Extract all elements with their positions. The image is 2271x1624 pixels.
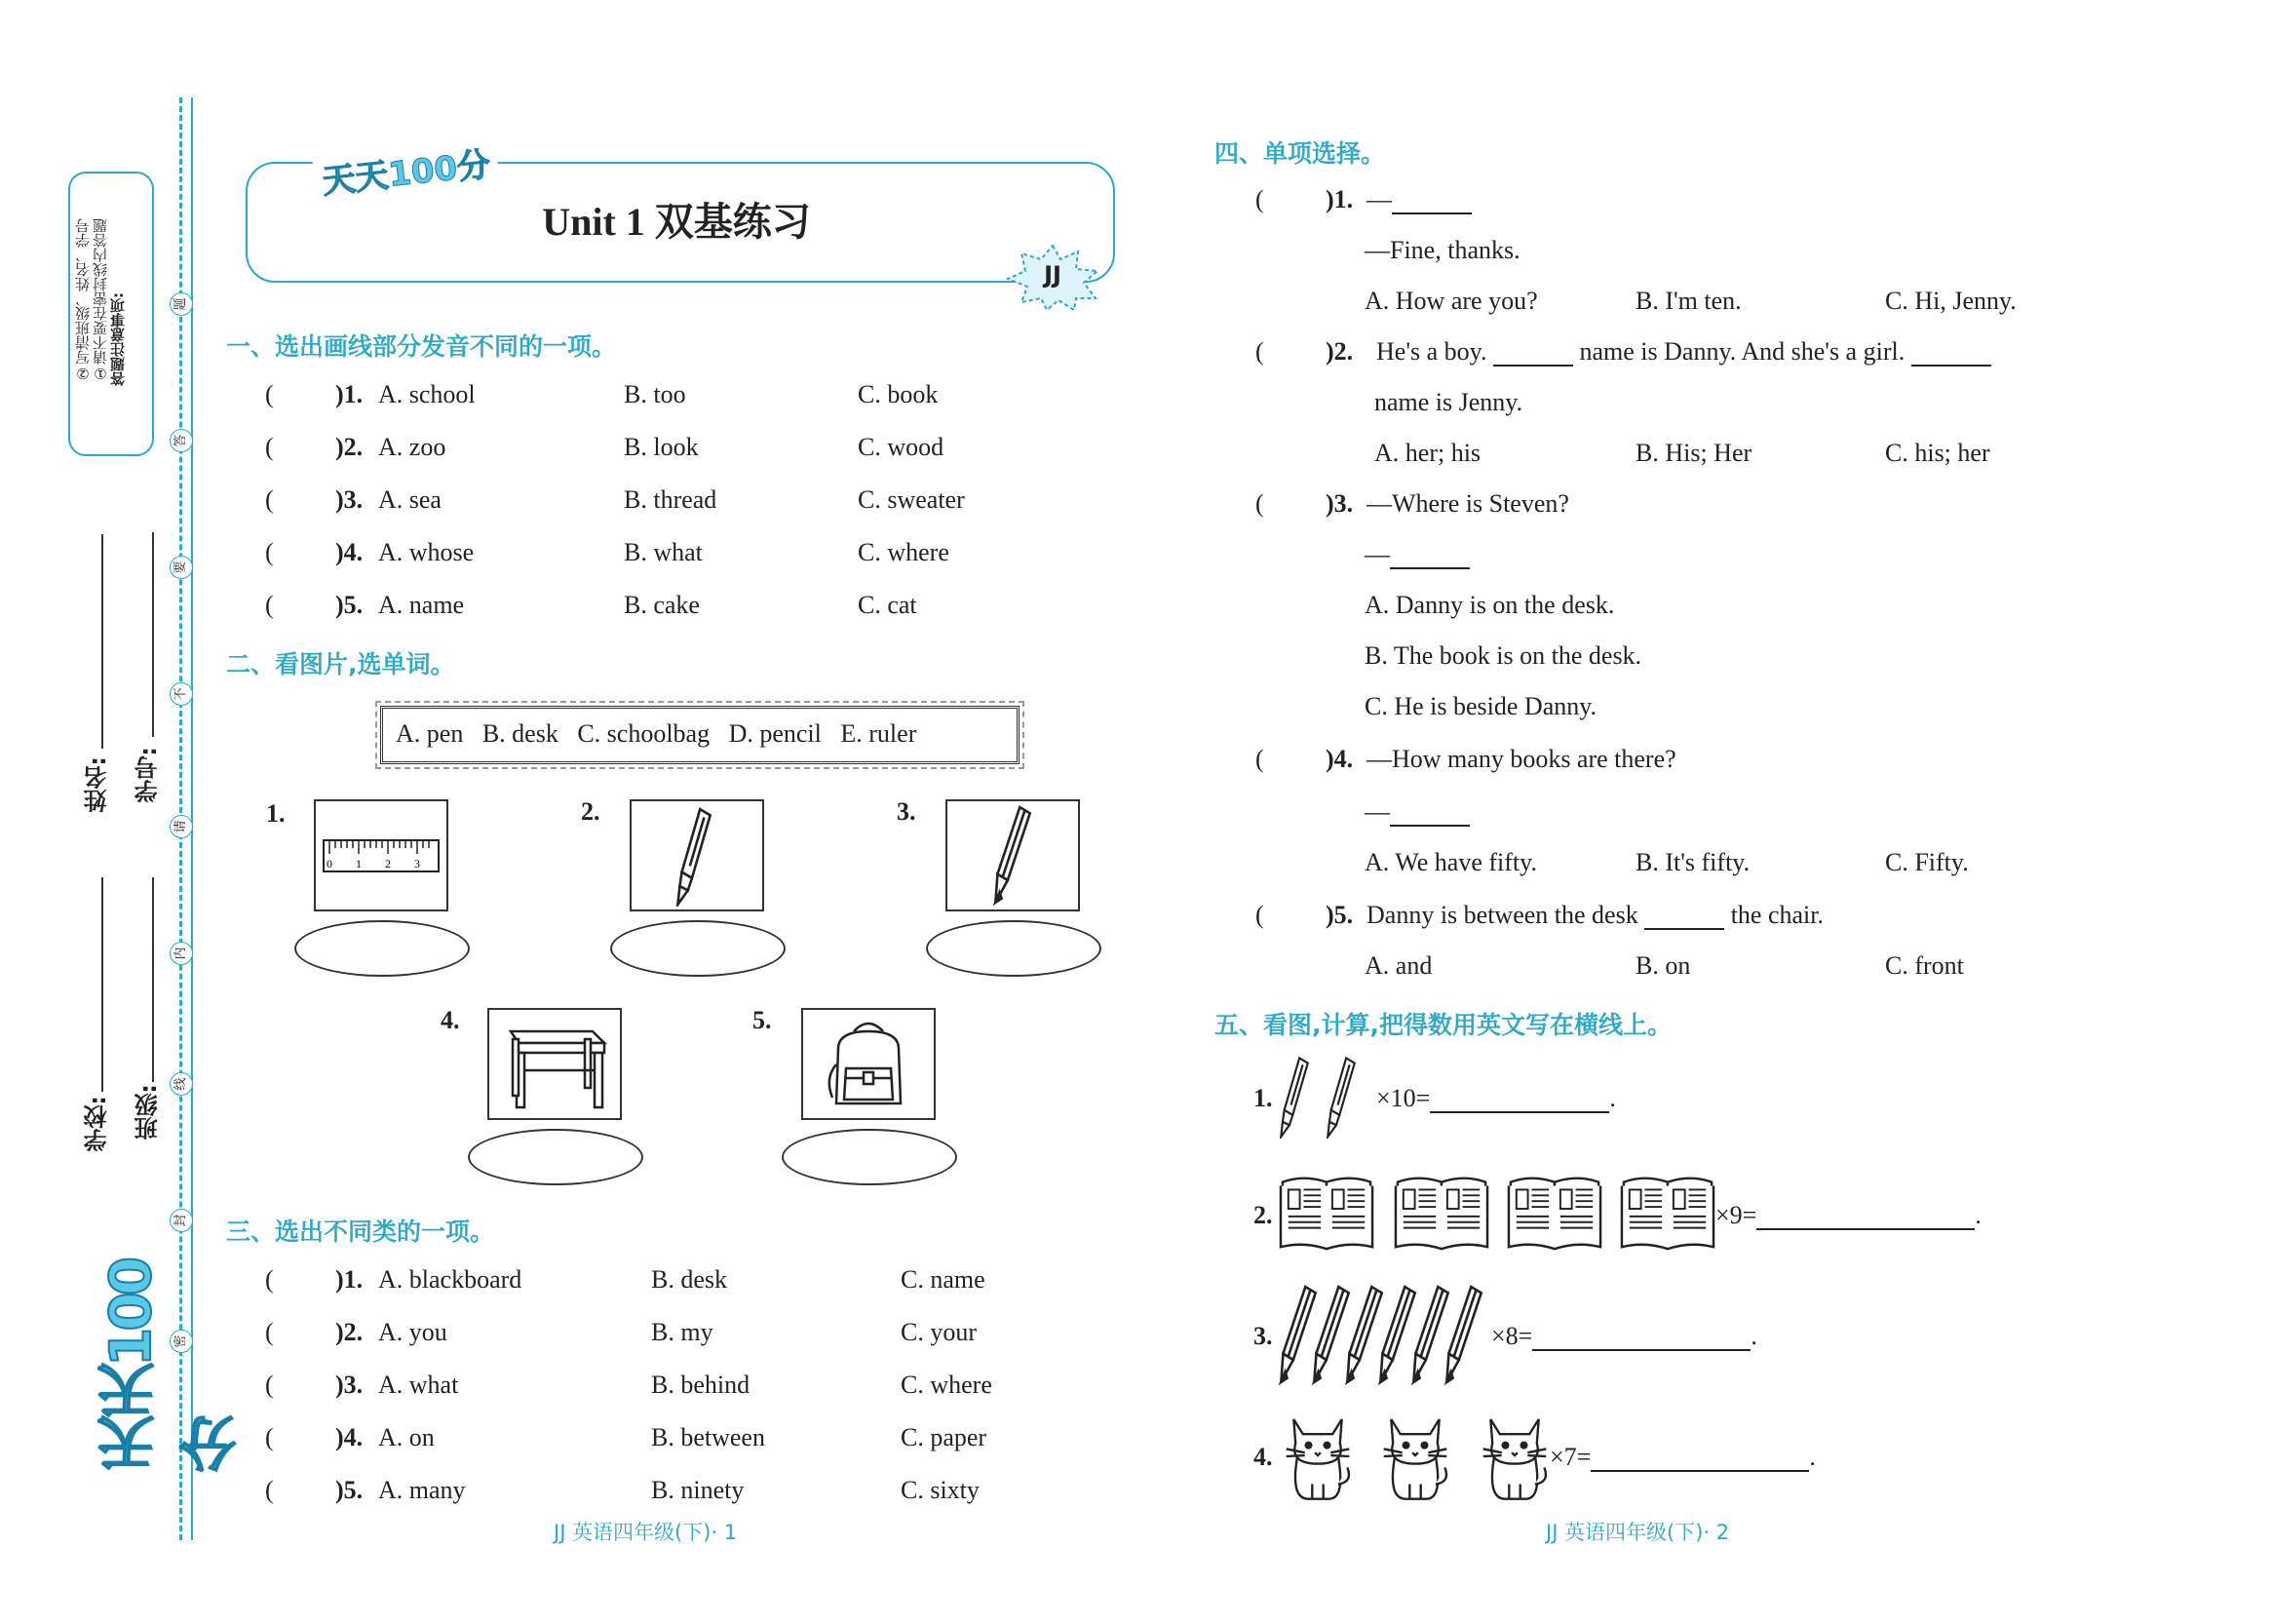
q5-paren: ( bbox=[1255, 901, 1264, 929]
q2-option-b[interactable]: B. His; Her bbox=[1636, 439, 1752, 467]
option-b[interactable]: B. behind bbox=[651, 1371, 751, 1399]
option-b[interactable]: B. thread bbox=[624, 485, 717, 514]
calc3-pencils bbox=[1275, 1283, 1499, 1390]
answer-paren[interactable]: ( bbox=[265, 591, 274, 619]
calc4-num: 4. bbox=[1253, 1443, 1273, 1471]
option-c[interactable]: C. wood bbox=[858, 433, 944, 461]
option-a[interactable]: A. name bbox=[378, 591, 465, 619]
option-a[interactable]: A. whose bbox=[378, 538, 475, 566]
q4-paren: ( bbox=[1255, 745, 1264, 773]
school-line[interactable] bbox=[101, 877, 103, 1092]
option-c[interactable]: C. sweater bbox=[858, 485, 965, 514]
option-a[interactable]: A. you bbox=[378, 1318, 447, 1346]
q5-line1 bbox=[1366, 901, 1824, 930]
question-number: )2. bbox=[335, 433, 364, 461]
ruler-mark-2: 2 bbox=[385, 857, 391, 870]
calc4-end: . bbox=[1809, 1443, 1816, 1471]
q2-blank1[interactable] bbox=[1493, 339, 1573, 367]
answer-paren[interactable]: ( bbox=[265, 1476, 274, 1504]
q5-part2: the chair. bbox=[1730, 901, 1824, 929]
option-c[interactable]: C. paper bbox=[901, 1423, 987, 1451]
badge-text: JJ bbox=[1044, 261, 1061, 289]
version-badge bbox=[1004, 244, 1101, 312]
page-title: Unit 1 双基练习 bbox=[542, 200, 811, 244]
name-label: 姓名: bbox=[84, 756, 111, 813]
option-b[interactable]: B. between bbox=[651, 1423, 765, 1451]
calc3-op: ×8= bbox=[1491, 1322, 1533, 1350]
seal-line-char: 不 bbox=[170, 682, 193, 706]
q5-blank[interactable] bbox=[1644, 903, 1724, 930]
notice-title: 答题注意事项: bbox=[109, 292, 127, 386]
q4-dash: — bbox=[1365, 797, 1390, 826]
q2-part2: name is Danny. And she's a girl. bbox=[1579, 337, 1905, 366]
seal-line-char: 请 bbox=[170, 815, 193, 838]
q4-blank[interactable] bbox=[1390, 799, 1470, 827]
question-number: )3. bbox=[335, 1371, 364, 1399]
question-number: )4. bbox=[335, 538, 364, 566]
answer-oval-1[interactable] bbox=[294, 920, 470, 977]
student-id-label: 学号: bbox=[135, 747, 162, 803]
pic1-num: 1. bbox=[266, 799, 286, 828]
ruler-mark-1: 1 bbox=[356, 857, 362, 870]
q1-num: )1. bbox=[1326, 185, 1354, 213]
option-a[interactable]: A. many bbox=[378, 1476, 466, 1504]
q3-option-a[interactable]: A. Danny is on the desk. bbox=[1365, 591, 1615, 619]
q3-num: )3. bbox=[1326, 489, 1354, 518]
q1-blank[interactable] bbox=[1392, 187, 1472, 214]
desk-icon bbox=[489, 1010, 620, 1118]
word-bank: A. pen B. desk C. schoolbag D. pencil E. ruler bbox=[396, 719, 917, 748]
brand-logo-text: 天天100分 bbox=[97, 1259, 246, 1472]
notice-1: ①请不要在密封线内答题 bbox=[92, 218, 109, 382]
option-c[interactable]: C. name bbox=[901, 1265, 985, 1294]
q3-line1: —Where is Steven? bbox=[1366, 489, 1569, 518]
calc1-end: . bbox=[1609, 1084, 1616, 1112]
school-label: 学校: bbox=[84, 1096, 111, 1152]
seal-line-char: 密 bbox=[170, 1330, 193, 1353]
option-c[interactable]: C. cat bbox=[858, 591, 917, 619]
option-b[interactable]: B. what bbox=[624, 538, 703, 566]
class-line[interactable] bbox=[152, 877, 154, 1082]
brand-logo: 天天100分 bbox=[312, 136, 500, 203]
ruler-mark-0: 0 bbox=[327, 857, 332, 870]
question-number: )5. bbox=[335, 1476, 364, 1504]
option-c[interactable]: C. where bbox=[901, 1371, 992, 1399]
q3-blank[interactable] bbox=[1390, 542, 1470, 569]
section4-title: 四、单项选择。 bbox=[1214, 139, 1386, 168]
seal-line-char: 题 bbox=[170, 292, 193, 316]
option-c[interactable]: C. book bbox=[858, 380, 939, 408]
calc3-answer[interactable] bbox=[1532, 1324, 1751, 1351]
q2-part1: He's a boy. bbox=[1376, 337, 1487, 366]
calc4-eq bbox=[1550, 1443, 1816, 1472]
pencil-icon bbox=[947, 801, 1078, 909]
q1-paren: ( bbox=[1255, 185, 1264, 213]
footer-right: JJ 英语四年级(下)· 2 bbox=[1546, 1521, 1730, 1544]
option-a[interactable]: A. blackboard bbox=[378, 1265, 522, 1294]
answer-paren[interactable]: ( bbox=[265, 485, 274, 514]
answer-paren[interactable]: ( bbox=[265, 1265, 274, 1294]
calc4-op: ×7= bbox=[1550, 1443, 1592, 1471]
q2-num: )2. bbox=[1326, 337, 1354, 366]
option-a[interactable]: A. zoo bbox=[378, 433, 446, 461]
q2-option-a[interactable]: A. her; his bbox=[1374, 439, 1482, 467]
calc2-end: . bbox=[1975, 1201, 1982, 1229]
calc1-num: 1. bbox=[1253, 1084, 1273, 1112]
q3-dash: — bbox=[1365, 540, 1390, 568]
option-b[interactable]: B. desk bbox=[651, 1265, 727, 1294]
q3-paren: ( bbox=[1255, 489, 1264, 518]
answer-oval-3[interactable] bbox=[926, 920, 1101, 977]
brand-logo-vertical bbox=[90, 1248, 246, 1472]
q4-option-a[interactable]: A. We have fifty. bbox=[1365, 848, 1537, 876]
seal-line-char: 要 bbox=[170, 556, 193, 579]
option-b[interactable]: B. too bbox=[624, 380, 686, 408]
answer-oval-5[interactable] bbox=[782, 1129, 957, 1185]
footer-left: JJ 英语四年级(下)· 1 bbox=[554, 1521, 738, 1544]
calc1-answer[interactable] bbox=[1430, 1086, 1609, 1113]
calc1-eq bbox=[1376, 1084, 1616, 1113]
seal-line-char: 答 bbox=[170, 429, 193, 452]
calc3-num: 3. bbox=[1253, 1322, 1273, 1350]
q5-option-b[interactable]: B. on bbox=[1636, 951, 1691, 980]
seal-line-char: 内 bbox=[170, 942, 193, 965]
option-c[interactable]: C. where bbox=[858, 538, 949, 566]
q2-paren: ( bbox=[1255, 337, 1264, 366]
option-c[interactable]: C. your bbox=[901, 1318, 977, 1346]
q1-option-a[interactable]: A. How are you? bbox=[1365, 287, 1538, 315]
calc2-op: ×9= bbox=[1715, 1201, 1757, 1229]
q1-option-b[interactable]: B. I'm ten. bbox=[1636, 287, 1742, 315]
question-number: )3. bbox=[335, 485, 364, 514]
option-b[interactable]: B. look bbox=[624, 433, 699, 461]
section1-title: 一、选出画线部分发音不同的一项。 bbox=[226, 332, 617, 361]
ruler-mark-3: 3 bbox=[414, 857, 420, 870]
pic2-num: 2. bbox=[581, 797, 600, 826]
calc2-eq bbox=[1715, 1201, 1982, 1230]
q4-option-b[interactable]: B. It's fifty. bbox=[1636, 848, 1751, 876]
ruler-icon bbox=[316, 801, 446, 909]
pencil-picture bbox=[945, 799, 1080, 911]
q3-option-b[interactable]: B. The book is on the desk. bbox=[1365, 641, 1642, 670]
pen-icon bbox=[632, 801, 762, 909]
schoolbag-picture bbox=[801, 1008, 936, 1120]
calc2-num: 2. bbox=[1253, 1201, 1273, 1229]
option-c[interactable]: C. sixty bbox=[901, 1476, 980, 1504]
answer-paren[interactable]: ( bbox=[265, 1423, 274, 1451]
answer-paren[interactable]: ( bbox=[265, 433, 274, 461]
option-a[interactable]: A. school bbox=[378, 380, 476, 408]
q4-line2 bbox=[1365, 797, 1470, 827]
q2-blank2[interactable] bbox=[1911, 339, 1991, 367]
q2-line2: name is Jenny. bbox=[1374, 388, 1523, 416]
question-number: )5. bbox=[335, 591, 364, 619]
q5-num: )5. bbox=[1326, 901, 1354, 929]
class-label: 班级: bbox=[135, 1084, 162, 1141]
q1-option-c[interactable]: C. Hi, Jenny. bbox=[1885, 287, 2017, 315]
pen-icon bbox=[1328, 1058, 1355, 1137]
option-b[interactable]: B. my bbox=[651, 1318, 713, 1346]
q1-line1 bbox=[1366, 185, 1472, 214]
calc2-answer[interactable] bbox=[1756, 1203, 1975, 1230]
option-b[interactable]: B. cake bbox=[624, 591, 700, 619]
pic4-num: 4. bbox=[441, 1006, 460, 1034]
answer-oval-4[interactable] bbox=[468, 1129, 643, 1185]
option-a[interactable]: A. on bbox=[378, 1423, 435, 1451]
student-id-line[interactable] bbox=[152, 532, 154, 737]
pic3-num: 3. bbox=[897, 797, 916, 826]
calc2-books bbox=[1277, 1166, 1725, 1257]
question-number: )2. bbox=[335, 1318, 364, 1346]
q5-option-c[interactable]: C. front bbox=[1885, 951, 1964, 980]
q2-line1 bbox=[1376, 337, 1991, 367]
q2-option-c[interactable]: C. his; her bbox=[1885, 439, 1990, 467]
option-a[interactable]: A. what bbox=[378, 1371, 459, 1399]
q4-line1: —How many books are there? bbox=[1366, 745, 1676, 773]
pic5-num: 5. bbox=[752, 1006, 772, 1034]
question-number: )1. bbox=[335, 380, 364, 408]
pen-icon bbox=[1281, 1058, 1308, 1137]
pen-picture bbox=[630, 799, 764, 911]
question-number: )4. bbox=[335, 1423, 364, 1451]
q3-line2 bbox=[1365, 540, 1470, 569]
q5-part1: Danny is between the desk bbox=[1366, 901, 1638, 929]
q5-option-a[interactable]: A. and bbox=[1365, 951, 1433, 980]
q1-line2: —Fine, thanks. bbox=[1365, 236, 1520, 264]
calc3-eq bbox=[1491, 1322, 1757, 1351]
answer-paren[interactable]: ( bbox=[265, 538, 274, 566]
schoolbag-icon bbox=[803, 1010, 934, 1118]
question-number: )1. bbox=[335, 1265, 364, 1294]
name-line[interactable] bbox=[101, 534, 103, 749]
notice-2: ②写清班级、姓名、学号 bbox=[74, 218, 92, 382]
calc1-op: ×10= bbox=[1376, 1084, 1431, 1112]
calc3-end: . bbox=[1751, 1322, 1757, 1350]
answer-paren[interactable]: ( bbox=[265, 380, 274, 408]
answer-paren[interactable]: ( bbox=[265, 1318, 274, 1346]
seal-line-char: 封 bbox=[170, 1209, 193, 1232]
option-b[interactable]: B. ninety bbox=[651, 1476, 745, 1504]
section3-title: 三、选出不同类的一项。 bbox=[226, 1218, 495, 1246]
answer-paren[interactable]: ( bbox=[265, 1371, 274, 1399]
q4-num: )4. bbox=[1326, 745, 1354, 773]
q3-option-c[interactable]: C. He is beside Danny. bbox=[1365, 692, 1597, 720]
q1-dash: — bbox=[1366, 185, 1392, 213]
section5-title: 五、看图,计算,把得数用英文写在横线上。 bbox=[1214, 1011, 1672, 1039]
desk-picture bbox=[487, 1008, 622, 1120]
option-a[interactable]: A. sea bbox=[378, 485, 442, 514]
section2-title: 二、看图片,选单词。 bbox=[226, 650, 455, 678]
calc1-pens bbox=[1273, 1053, 1380, 1141]
q4-option-c[interactable]: C. Fifty. bbox=[1885, 848, 1969, 876]
seal-line-char: 线 bbox=[170, 1072, 193, 1096]
calc4-cats bbox=[1275, 1408, 1567, 1505]
ruler-picture bbox=[314, 799, 448, 911]
calc4-answer[interactable] bbox=[1591, 1445, 1809, 1472]
answer-oval-2[interactable] bbox=[610, 920, 786, 977]
